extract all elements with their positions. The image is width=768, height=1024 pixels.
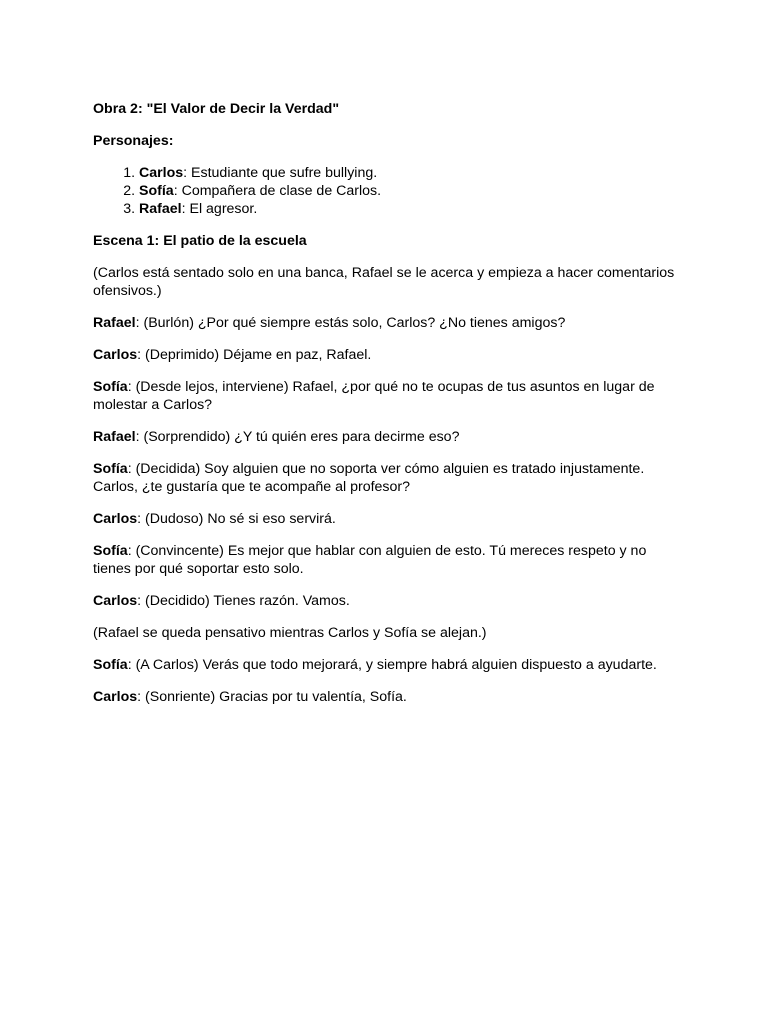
speaker-name: Carlos — [93, 347, 138, 363]
character-item — [139, 200, 683, 218]
speaker-name: Carlos — [93, 511, 138, 527]
speaker-name: Sofía — [93, 543, 128, 559]
dialogue-text: : (Decidida) Soy alguien que no soporta ver cómo alguien es tratado injustamente. Carlos, ¿te gustaría que te acompañe al profesor? — [93, 461, 645, 495]
character-item — [139, 182, 683, 200]
speaker-name: Sofía — [93, 657, 128, 673]
dialogue-text: : (Desde lejos, interviene) Rafael, ¿por qué no te ocupas de tus asuntos en lugar de molestar a Carlos? — [93, 379, 655, 413]
dialogue-text: : (Decidido) Tienes razón. Vamos. — [137, 593, 350, 609]
characters-list — [93, 164, 683, 218]
dialogue-line — [93, 314, 683, 332]
character-name: Rafael — [139, 201, 182, 217]
dialogue-text: : (Sonriente) Gracias por tu valentía, Sofía. — [137, 689, 407, 705]
dialogue-line — [93, 688, 683, 706]
speaker-name: Sofía — [93, 461, 128, 477]
dialogue-line — [93, 460, 683, 496]
dialogue-line — [93, 542, 683, 578]
dialogue-line — [93, 428, 683, 446]
character-description: : El agresor. — [181, 201, 258, 217]
dialogue-text: : (Burlón) ¿Por qué siempre estás solo, Carlos? ¿No tienes amigos? — [135, 315, 566, 331]
speaker-name: Carlos — [93, 593, 138, 609]
dialogue-text: : (Sorprendido) ¿Y tú quién eres para decirme eso? — [135, 429, 460, 445]
speaker-name: Rafael — [93, 315, 136, 331]
speaker-name: Sofía — [93, 379, 128, 395]
speaker-name: Rafael — [93, 429, 136, 445]
dialogue-line — [93, 346, 683, 364]
stage-direction: (Rafael se queda pensativo mientras Carlos y Sofía se alejan.) — [93, 625, 487, 641]
speaker-name: Carlos — [93, 689, 138, 705]
characters-heading: Personajes: — [93, 133, 174, 149]
character-description: : Estudiante que sufre bullying. — [183, 165, 378, 181]
dialogue-line — [93, 592, 683, 610]
dialogue-line — [93, 510, 683, 528]
character-name: Carlos — [139, 165, 184, 181]
character-description: : Compañera de clase de Carlos. — [173, 183, 382, 199]
document-body — [93, 100, 683, 720]
character-name: Sofía — [139, 183, 174, 199]
dialogue-text: : (Dudoso) No sé si eso servirá. — [137, 511, 336, 527]
play-title: Obra 2: "El Valor de Decir la Verdad" — [93, 101, 340, 117]
scene-title: Escena 1: El patio de la escuela — [93, 233, 307, 249]
dialogue-line — [93, 378, 683, 414]
dialogue-text: : (Deprimido) Déjame en paz, Rafael. — [137, 347, 372, 363]
dialogue-text: : (Convincente) Es mejor que hablar con alguien de esto. Tú mereces respeto y no tienes por qué soportar esto solo. — [93, 543, 647, 577]
dialogue-text: : (A Carlos) Verás que todo mejorará, y siempre habrá alguien dispuesto a ayudarte. — [127, 657, 657, 673]
dialogue-line — [93, 656, 683, 674]
character-item — [139, 164, 683, 182]
stage-direction: (Carlos está sentado solo en una banca, Rafael se le acerca y empieza a hacer comentarios ofensivos.) — [93, 265, 675, 299]
